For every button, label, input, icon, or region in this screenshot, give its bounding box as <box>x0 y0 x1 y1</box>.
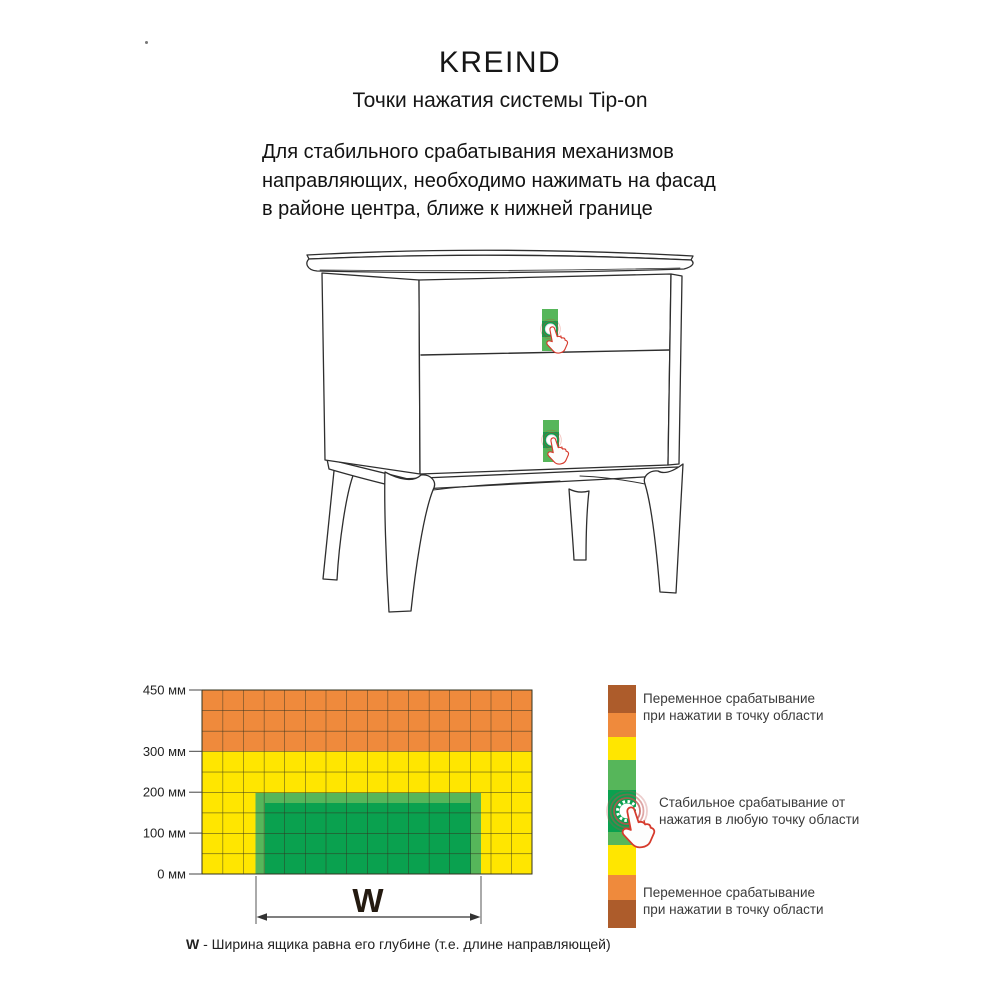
header <box>0 46 1000 113</box>
intro-paragraph <box>262 138 772 224</box>
axis-label-450: 450 мм <box>142 682 186 698</box>
rear-left-leg <box>323 461 354 580</box>
legend-label-line: Стабильное срабатывание от <box>659 795 846 810</box>
legend-seg-brown <box>608 900 636 928</box>
side-panel <box>322 273 420 474</box>
front-left-leg <box>385 472 435 612</box>
legend-seg-yellow <box>608 737 636 760</box>
arrowhead-left <box>257 913 268 921</box>
nightstand-illustration <box>280 243 720 633</box>
legend-seg-orange <box>608 713 636 737</box>
nightstand-linework <box>307 250 693 612</box>
intro-line: направляющих, необходимо нажимать на фасад <box>262 169 716 192</box>
page-subtitle: Точки нажатия системы Tip-on <box>352 89 648 112</box>
legend-label-variable-bottom <box>643 884 824 918</box>
intro-line: в районе центра, ближе к нижней границе <box>262 198 653 220</box>
axis-label-300: 300 мм <box>142 743 186 759</box>
grid-lines <box>202 690 532 874</box>
tabletop-molding <box>307 255 693 272</box>
axis-label-0: 0 мм <box>157 866 186 882</box>
footnote-text: - Ширина ящика равна его глубине (т.е. длине направляющей) <box>203 936 611 952</box>
axis-ticks <box>189 690 202 874</box>
axis-labels <box>143 683 186 882</box>
legend-label-line: нажатия в любую точку области <box>659 812 860 827</box>
axis-label-200: 200 мм <box>142 784 186 800</box>
width-label: W <box>352 882 384 919</box>
legend-label-line: при нажатии в точку области <box>643 902 824 917</box>
legend-label-line: Переменное срабатывание <box>643 885 816 900</box>
legend-label-variable-top <box>643 690 824 724</box>
legend-label-line: Переменное срабатывание <box>643 691 816 706</box>
intro-line: Для стабильного срабатывания механизмов <box>262 141 674 163</box>
press-zone-chart <box>140 672 550 960</box>
front-right-leg <box>644 464 683 593</box>
legend-seg-brown <box>608 685 636 713</box>
legend-label-stable <box>659 794 859 828</box>
width-dimension <box>256 876 481 924</box>
legend-label-line: при нажатии в точку области <box>643 708 824 723</box>
stray-dot <box>145 41 148 44</box>
legend-seg-yellow <box>608 845 636 875</box>
brand-title: KREIND <box>438 46 562 79</box>
rear-right-leg <box>569 489 589 560</box>
axis-label-100: 100 мм <box>142 825 186 841</box>
footnote <box>186 936 611 952</box>
legend-seg-orange <box>608 875 636 900</box>
legend-seg-green <box>608 760 636 790</box>
footnote-term: W <box>186 936 200 952</box>
right-edge <box>668 274 682 465</box>
arrowhead-right <box>470 913 481 921</box>
